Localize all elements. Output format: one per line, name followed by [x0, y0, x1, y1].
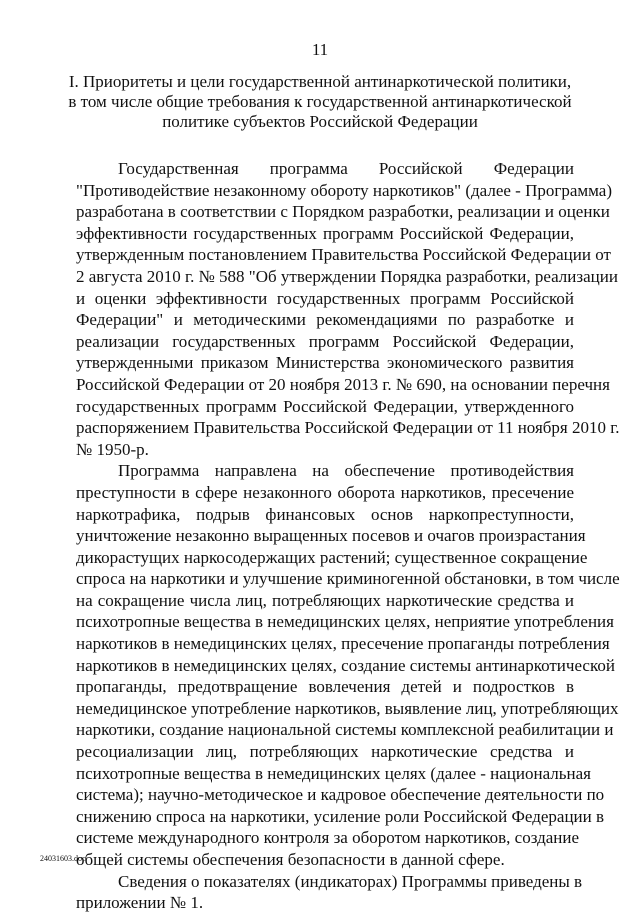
paragraph-line: на сокращение числа лиц, потребляющих наркотические средства и [76, 590, 574, 610]
paragraph-line: немедицинское употребление наркотиков, выявление лиц, употребляющих [76, 698, 619, 718]
paragraph-line: № 1950-р. [76, 439, 149, 459]
paragraph-line: наркотрафика, подрыв финансовых основ наркопреступности, [76, 504, 574, 524]
paragraph-line: система); научно-методическое и кадровое обеспечение деятельности по [76, 785, 605, 805]
paragraph-line: и оценки эффективности государственных программ Российской [76, 288, 574, 308]
paragraph-line: уничтожение незаконно выращенных посевов и очагов произрастания [76, 526, 586, 546]
paragraph-line: наркотиков в немедицинских целях, создание системы антинаркотической [76, 655, 615, 675]
paragraph [76, 460, 620, 870]
paragraph-line: психотропные вещества в немедицинских целях (далее - национальная [76, 763, 591, 783]
paragraph-line: 2 августа 2010 г. № 588 "Об утверждении Порядка разработки, реализации [76, 266, 618, 286]
paragraph-line: государственных программ Российской Федерации, утвержденного [76, 396, 574, 416]
paragraph-line: наркотиков в немедицинских целях, пресечение пропаганды потребления [76, 634, 610, 654]
heading-line: I. Приоритеты и цели государственной антинаркотической политики, [68, 72, 572, 91]
paragraph [76, 158, 620, 460]
paragraph-line: приложении № 1. [76, 893, 204, 913]
paragraph [76, 871, 583, 914]
paragraph-line: спроса на наркотики и улучшение криминогенной обстановки, в том числе [76, 569, 620, 589]
paragraph-line: общей системы обеспечения безопасности в данной сфере. [76, 850, 505, 869]
paragraph-line: психотропные вещества в немедицинских целях, неприятие употребления [76, 612, 614, 632]
paragraph-line: утвержденными приказом Министерства экономического развития [76, 353, 574, 373]
paragraph-line: наркотики, создание национальной системы комплексной реабилитации и [76, 720, 614, 740]
paragraph-line: снижению спроса на наркотики, усиление роли Российской Федерации в [76, 806, 605, 826]
paragraph-line: реализации государственных программ Российской Федерации, [76, 331, 574, 351]
paragraph-line: дикорастущих наркосодержащих растений; существенное сокращение [76, 547, 588, 567]
page-number: 11 [311, 40, 329, 59]
paragraph-line: утвержденным постановлением Правительства Российской Федерации от [76, 245, 611, 265]
paragraph-line: Сведения о показателях (индикаторах) Программы приведены в [118, 871, 583, 891]
paragraph-line: преступности в сфере незаконного оборота наркотиков, пресечение [76, 482, 574, 502]
section-heading [60, 72, 580, 132]
paragraph-line: Государственная программа Российской Федерации [118, 159, 574, 178]
paragraph-line: распоряжением Правительства Российской Федерации от 11 ноября 2010 г. [76, 418, 620, 438]
paragraph-line: Программа направлена на обеспечение противодействия [118, 461, 574, 481]
heading-line: в том числе общие требования к государственной антинаркотической [68, 92, 572, 111]
paragraph-line: эффективности государственных программ Российской Федерации, [76, 223, 574, 243]
heading-line: политике субъектов Российской Федерации [162, 112, 478, 131]
paragraph-line: разработана в соответствии с Порядком разработки, реализации и оценки [76, 202, 610, 222]
paragraph-line: системе международного контроля за оборотом наркотиков, создание [76, 828, 580, 848]
paragraph-line: Федерации" и методическими рекомендациями по разработке и [76, 310, 574, 330]
paragraph-line: пропаганды, предотвращение вовлечения детей и подростков в [76, 677, 574, 697]
footer-filename: 24031603.doc [40, 854, 86, 863]
paragraph-line: ресоциализации лиц, потребляющих наркотические средства и [76, 742, 574, 762]
paragraph-line: "Противодействие незаконному обороту наркотиков" (далее - Программа) [76, 180, 612, 200]
document-body [76, 158, 620, 914]
paragraph-line: Российской Федерации от 20 ноября 2013 г. № 690, на основании перечня [76, 374, 610, 394]
